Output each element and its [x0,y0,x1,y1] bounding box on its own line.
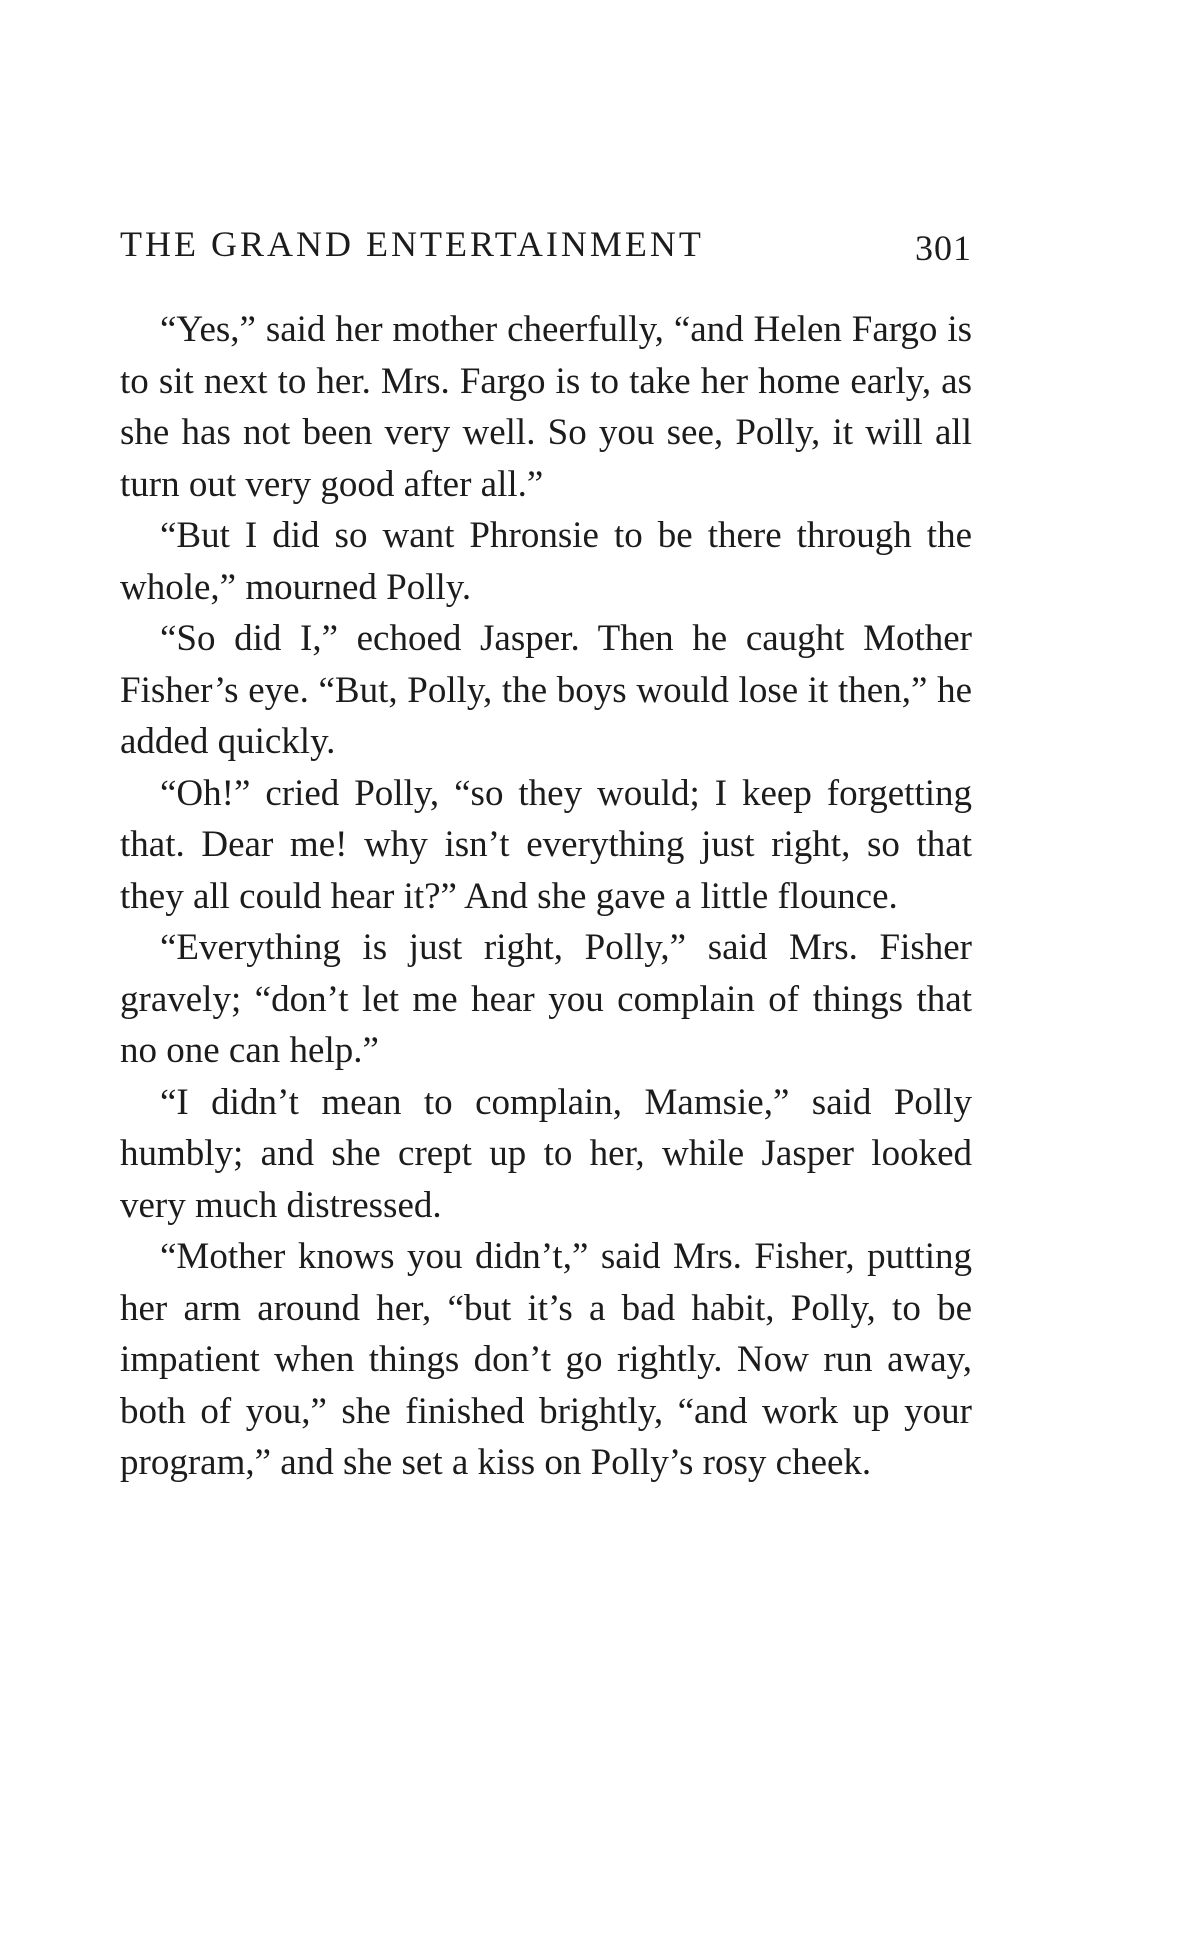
paragraph: “So did I,” echoed Jasper. Then he caught Mother Fisher’s eye. “But, Polly, the boys would lose it then,” he added quickly. [120,618,972,762]
paragraph: “Yes,” said her mother cheerfully, “and Helen Fargo is to sit next to her. Mrs. Fargo is to take her home early, as she has not been very well. So you see, Polly, it will all turn out very good after all.” [120,309,972,505]
chapter-title: THE GRAND ENTERTAINMENT [120,224,704,264]
body-text [120,304,972,1489]
paragraph: “Oh!” cried Polly, “so they would; I keep forgetting that. Dear me! why isn’t everything just right, so that they all could hear it?” And she gave a little flounce. [120,772,972,917]
page-number: 301 [915,228,972,268]
paragraph: “I didn’t mean to complain, Mamsie,” said Polly humbly; and she crept up to her, while Jasper looked very much distressed. [120,1081,972,1226]
paragraph: “Everything is just right, Polly,” said Mrs. Fisher gravely; “don’t let me hear you complain of things that no one can help.” [120,927,972,1071]
running-head [120,212,972,272]
paragraph: “But I did so want Phronsie to be there through the whole,” mourned Polly. [120,515,972,608]
paragraph: “Mother knows you didn’t,” said Mrs. Fisher, putting her arm around her, “but it’s a bad habit, Polly, to be impatient when things don’t go rightly. Now run away, both of you,” she finished brightly, “and work up your program,” and she set a kiss on Polly’s rosy cheek. [120,1236,972,1483]
